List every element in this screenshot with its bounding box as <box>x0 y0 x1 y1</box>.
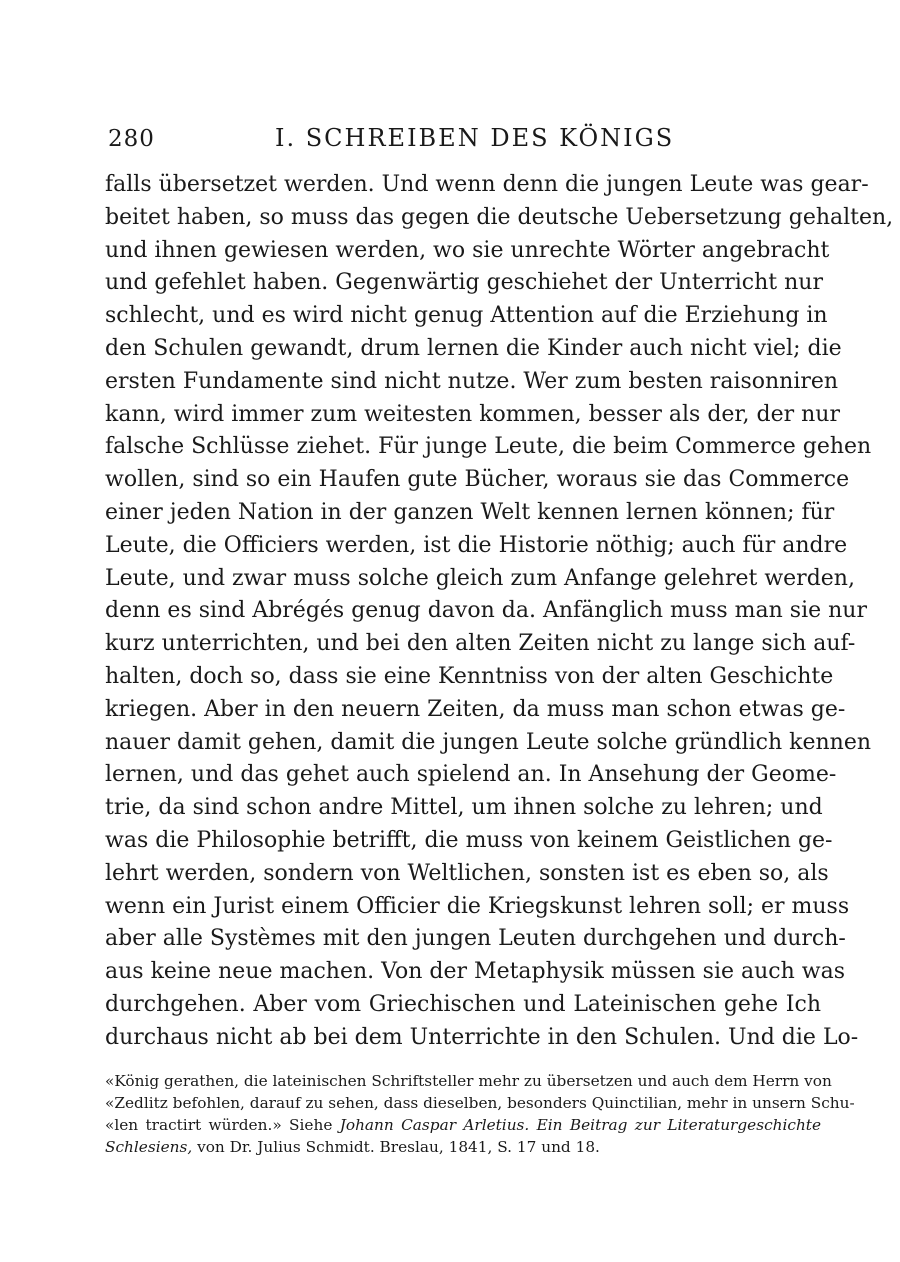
text-line: durchgehen. Aber vom Griechischen und Lateinischen gehe Ich <box>105 991 821 1017</box>
footnote-line <box>105 1114 821 1136</box>
footnote-line <box>105 1136 821 1158</box>
text-line: kann, wird immer zum weitesten kommen, besser als der, der nur <box>105 401 840 427</box>
footnote-line: «Zedlitz befohlen, darauf zu sehen, dass dieselben, besonders Quinctilian, mehr in unsern Schu- <box>105 1094 855 1112</box>
text-line: beitet haben, so muss das gegen die deutsche Uebersetzung gehalten, <box>105 204 894 230</box>
text-line: ersten Fundamente sind nicht nutze. Wer zum besten raisonniren <box>105 368 839 394</box>
text-line: aus keine neue machen. Von der Metaphysik müssen sie auch was <box>105 959 846 985</box>
text-line: aber alle Systèmes mit den jungen Leuten durchgehen und durch- <box>105 926 846 952</box>
footnote-citation-title: Schlesiens, <box>105 1138 193 1156</box>
text-line: und gefehlet haben. Gegenwärtig geschiehet der Unterricht nur <box>105 270 823 296</box>
text-line: schlecht, und es wird nicht genug Attention auf die Erziehung in <box>105 303 828 329</box>
text-line: trie, da sind schon andre Mittel, um ihnen solche zu lehren; und <box>105 795 823 821</box>
text-line: kriegen. Aber in den neuern Zeiten, da muss man schon etwas ge- <box>105 696 846 722</box>
text-line: Leute, die Officiers werden, ist die Historie nöthig; auch für andre <box>105 532 848 558</box>
footnote <box>105 1070 855 1158</box>
footnote-text: von Dr. Julius Schmidt. Breslau, 1841, S. 17 und 18. <box>192 1138 600 1156</box>
text-line: lehrt werden, sondern von Weltlichen, sonsten ist es eben so, als <box>105 860 829 886</box>
text-line: den Schulen gewandt, drum lernen die Kinder auch nicht viel; die <box>105 335 842 361</box>
text-line: einer jeden Nation in der ganzen Welt kennen lernen können; für <box>105 499 835 525</box>
text-line: wenn ein Jurist einem Officier die Kriegskunst lehren soll; er muss <box>105 893 850 919</box>
text-line: was die Philosophie betrifft, die muss von keinem Geistlichen ge- <box>105 827 833 853</box>
page-header <box>105 122 795 162</box>
text-line: falls übersetzet werden. Und wenn denn die jungen Leute was gear- <box>105 172 869 197</box>
text-line: nauer damit gehen, damit die jungen Leute solche gründlich kennen <box>105 729 872 755</box>
text-line: lernen, und das gehet auch spielend an. In Ansehung der Geome- <box>105 762 837 788</box>
footnote-citation-title: Johann Caspar Arletius. Ein Beitrag zur Literaturgeschichte <box>339 1116 821 1134</box>
text-line: wollen, sind so ein Haufen gute Bücher, woraus sie das Commerce <box>105 467 850 493</box>
text-line: durchaus nicht ab bei dem Unterrichte in den Schulen. Und die Lo- <box>105 1024 859 1050</box>
page-number: 280 <box>108 126 155 152</box>
body-text <box>105 169 894 1055</box>
text-line: und ihnen gewiesen werden, wo sie unrechte Wörter angebracht <box>105 237 830 263</box>
text-line: Leute, und zwar muss solche gleich zum Anfange gelehret werden, <box>105 565 855 591</box>
text-line: falsche Schlüsse ziehet. Für junge Leute, die beim Commerce gehen <box>105 434 872 460</box>
text-line: denn es sind Abrégés genug davon da. Anfänglich muss man sie nur <box>105 598 867 624</box>
footnote-line: «König gerathen, die lateinischen Schriftsteller mehr zu übersetzen und auch dem Herrn von <box>105 1072 832 1090</box>
text-line: halten, doch so, dass sie eine Kenntniss von der alten Geschichte <box>105 663 834 689</box>
footnote-text: «len tractirt würden.» Siehe <box>105 1116 340 1134</box>
running-head: I. SCHREIBEN DES KÖNIGS <box>275 124 675 152</box>
text-line: kurz unterrichten, und bei den alten Zeiten nicht zu lange sich auf- <box>105 631 856 657</box>
